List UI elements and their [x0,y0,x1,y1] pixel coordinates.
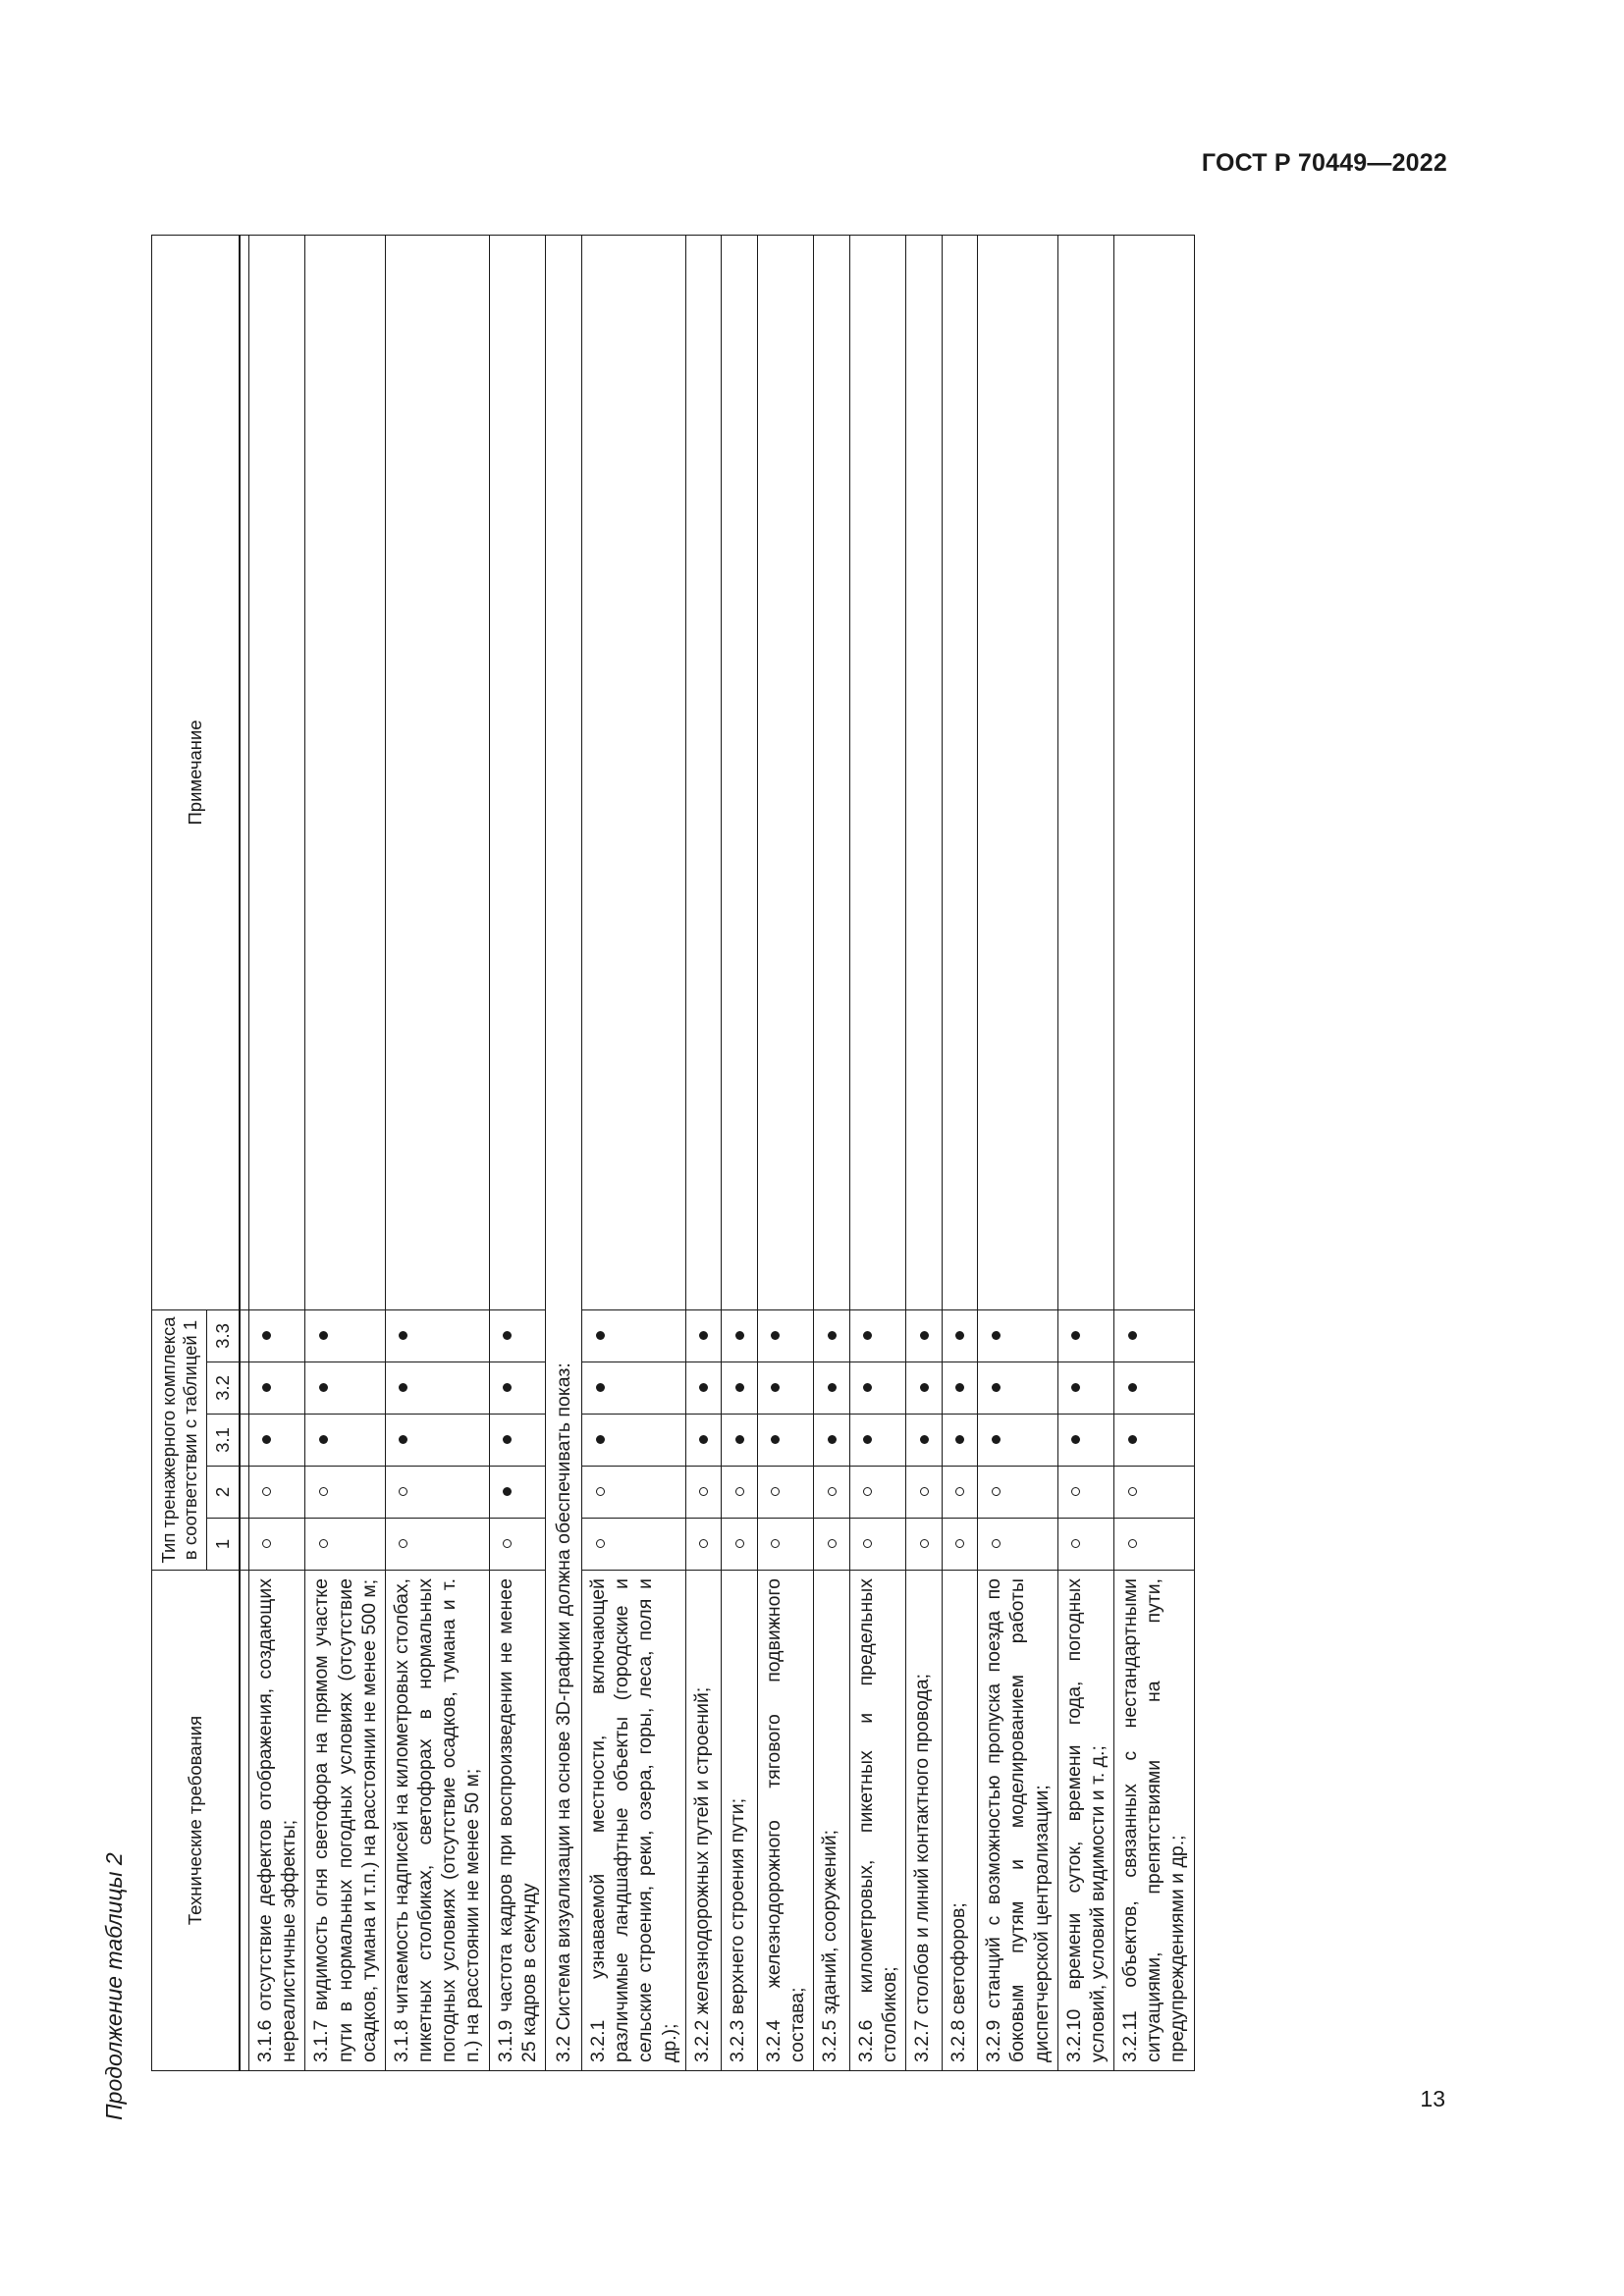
header-requirements: Технические требования [152,1571,241,2071]
filled-dot-icon [735,1436,744,1445]
type-mark-cell [814,1519,850,1571]
empty-circle-icon [992,1540,1001,1549]
type-mark-cell [685,1467,722,1519]
table-row [978,235,1058,2070]
table-body-part1 [249,235,546,2070]
requirement-text: 3.2.7 столбов и линий контактного провода; [906,1571,943,2071]
filled-dot-icon [1128,1436,1137,1445]
note-cell [1114,235,1195,1309]
header-type-group: Тип тренажерного комплекса в соответствии с таблицей 1 [152,1309,207,1570]
type-mark-cell [305,1309,386,1362]
type-mark-cell [1057,1467,1113,1519]
type-mark-cell [942,1362,978,1415]
type-mark-cell [249,1362,305,1415]
filled-dot-icon [955,1384,964,1393]
type-mark-cell [582,1415,686,1467]
filled-dot-icon [920,1436,929,1445]
type-mark-cell [582,1362,686,1415]
filled-dot-icon [699,1436,708,1445]
note-cell [757,235,813,1309]
table-row [685,235,722,2070]
type-mark-cell [249,1467,305,1519]
filled-dot-icon [399,1384,407,1393]
type-mark-cell [849,1415,905,1467]
type-mark-cell [385,1519,489,1571]
filled-dot-icon [503,1331,512,1340]
type-mark-cell [814,1467,850,1519]
type-mark-cell [906,1362,943,1415]
empty-circle-icon [319,1540,328,1549]
empty-circle-icon [955,1488,964,1497]
type-mark-cell [1114,1415,1195,1467]
empty-circle-icon [863,1540,872,1549]
filled-dot-icon [863,1384,872,1393]
note-cell [685,235,722,1309]
requirement-text: 3.2.9 станций с возможностью пропуска поезда по боковым путям и моделированием работы диспетчерской централизации; [978,1571,1058,2071]
type-mark-cell [757,1309,813,1362]
requirements-table [151,235,1195,2071]
empty-circle-icon [699,1540,708,1549]
type-mark-cell [582,1467,686,1519]
header-type-3-1: 3.1 [207,1415,240,1467]
note-cell [249,235,305,1309]
type-mark-cell [849,1309,905,1362]
empty-circle-icon [596,1488,605,1497]
type-mark-cell [849,1519,905,1571]
empty-circle-icon [863,1488,872,1497]
type-mark-cell [906,1467,943,1519]
filled-dot-icon [920,1331,929,1340]
table-row [849,235,905,2070]
type-mark-cell [906,1415,943,1467]
type-mark-cell [722,1362,758,1415]
page-number: 13 [1420,2086,1445,2111]
type-mark-cell [722,1467,758,1519]
table-row [1114,235,1195,2070]
requirement-text: 3.1.9 частота кадров при воспроизведении не менее 25 кадров в секунду [489,1571,545,2071]
requirement-text: 3.1.6 отсутствие дефектов отображения, создающих нереалистичные эффекты; [249,1571,305,2071]
type-mark-cell [978,1467,1058,1519]
note-cell [849,235,905,1309]
type-mark-cell [489,1519,545,1571]
filled-dot-icon [992,1436,1001,1445]
type-mark-cell [814,1309,850,1362]
type-mark-cell [942,1519,978,1571]
type-mark-cell [978,1415,1058,1467]
empty-circle-icon [992,1488,1001,1497]
type-mark-cell [849,1362,905,1415]
requirement-text: 3.1.8 читаемость надписей на километровых столбах, пикетных столбиках, светофорах в нормальных погодных условиях (отсутствие осадков, тумана и т. п.) на расстоянии не менее 50 м; [385,1571,489,2071]
table-caption: Продолжение таблицы 2 [101,1852,127,2120]
type-mark-cell [722,1415,758,1467]
empty-circle-icon [399,1488,407,1497]
type-mark-cell [1114,1309,1195,1362]
filled-dot-icon [1071,1384,1080,1393]
type-mark-cell [942,1309,978,1362]
empty-circle-icon [399,1540,407,1549]
note-cell [722,235,758,1309]
table-row [814,235,850,2070]
type-mark-cell [489,1309,545,1362]
filled-dot-icon [771,1331,780,1340]
filled-dot-icon [596,1331,605,1340]
table-row [757,235,813,2070]
header-type-3-3: 3.3 [207,1309,240,1362]
type-mark-cell [757,1467,813,1519]
type-mark-cell [906,1519,943,1571]
filled-dot-icon [828,1331,837,1340]
empty-circle-icon [1071,1540,1080,1549]
table-row [1057,235,1113,2070]
note-cell [814,235,850,1309]
table-row [489,235,545,2070]
filled-dot-icon [319,1436,328,1445]
filled-dot-icon [828,1436,837,1445]
type-mark-cell [1114,1467,1195,1519]
type-mark-cell [1114,1519,1195,1571]
type-mark-cell [249,1309,305,1362]
note-cell [906,235,943,1309]
empty-circle-icon [1128,1540,1137,1549]
empty-circle-icon [771,1488,780,1497]
table-row [582,235,686,2070]
filled-dot-icon [399,1436,407,1445]
filled-dot-icon [596,1436,605,1445]
empty-circle-icon [771,1540,780,1549]
requirement-text: 3.2.4 железнодорожного тягового подвижного состава; [757,1571,813,2071]
filled-dot-icon [1071,1436,1080,1445]
type-mark-cell [489,1467,545,1519]
type-mark-cell [978,1362,1058,1415]
header-separator [240,235,249,2070]
type-mark-cell [978,1519,1058,1571]
filled-dot-icon [699,1384,708,1393]
filled-dot-icon [596,1384,605,1393]
empty-circle-icon [955,1540,964,1549]
filled-dot-icon [992,1331,1001,1340]
empty-circle-icon [596,1540,605,1549]
empty-circle-icon [262,1540,271,1549]
note-cell [942,235,978,1309]
type-mark-cell [489,1362,545,1415]
type-mark-cell [305,1415,386,1467]
note-cell [305,235,386,1309]
type-mark-cell [385,1362,489,1415]
note-cell [978,235,1058,1309]
filled-dot-icon [735,1384,744,1393]
note-cell [582,235,686,1309]
type-mark-cell [249,1415,305,1467]
type-mark-cell [1057,1309,1113,1362]
filled-dot-icon [992,1384,1001,1393]
header-type-2: 2 [207,1467,240,1519]
requirement-text: 3.2.1 узнаваемой местности, включающей различимые ландшафтные объекты (городские и сельские строения, реки, озера, горы, леса, поля и др.); [582,1571,686,2071]
type-mark-cell [942,1415,978,1467]
type-mark-cell [1114,1362,1195,1415]
type-mark-cell [978,1309,1058,1362]
type-mark-cell [685,1309,722,1362]
filled-dot-icon [399,1331,407,1340]
type-mark-cell [685,1519,722,1571]
table-row [305,235,386,2070]
note-cell [385,235,489,1309]
type-mark-cell [1057,1415,1113,1467]
filled-dot-icon [262,1331,271,1340]
empty-circle-icon [828,1488,837,1497]
section-title: 3.2 Система визуализации на основе 3D-графики должна обеспечивать показ: [545,235,581,2070]
table-row [942,235,978,2070]
type-mark-cell [305,1467,386,1519]
type-mark-cell [757,1519,813,1571]
note-cell [489,235,545,1309]
type-mark-cell [757,1415,813,1467]
requirement-text: 3.2.6 километровых, пикетных и предельных столбиков; [849,1571,905,2071]
filled-dot-icon [863,1436,872,1445]
filled-dot-icon [319,1331,328,1340]
rotated-table-wrapper [151,236,1408,2071]
header-type-1: 1 [207,1519,240,1571]
filled-dot-icon [863,1331,872,1340]
filled-dot-icon [771,1436,780,1445]
type-mark-cell [385,1309,489,1362]
filled-dot-icon [503,1436,512,1445]
type-mark-cell [385,1415,489,1467]
type-mark-cell [849,1467,905,1519]
empty-circle-icon [735,1488,744,1497]
header-type-3-2: 3.2 [207,1362,240,1415]
requirement-text: 3.1.7 видимость огня светофора на прямом участке пути в нормальных погодных условиях (отсутствие осадков, тумана и т.п.) на расстоянии не менее 500 м; [305,1571,386,2071]
requirement-text: 3.2.11 объектов, связанных с нестандартными ситуациями, препятствиями на пути, предупреждениями и др.; [1114,1571,1195,2071]
type-mark-cell [906,1309,943,1362]
table-row [722,235,758,2070]
requirement-text: 3.2.5 зданий, сооружений; [814,1571,850,2071]
filled-dot-icon [955,1436,964,1445]
filled-dot-icon [262,1384,271,1393]
filled-dot-icon [955,1331,964,1340]
empty-circle-icon [699,1488,708,1497]
requirement-text: 3.2.10 времени суток, времени года, погодных условий, условий видимости и т. д.; [1057,1571,1113,2071]
type-mark-cell [489,1415,545,1467]
filled-dot-icon [319,1384,328,1393]
filled-dot-icon [1071,1331,1080,1340]
type-mark-cell [722,1519,758,1571]
header-note: Примечание [152,235,241,1309]
type-mark-cell [1057,1519,1113,1571]
filled-dot-icon [503,1384,512,1393]
type-mark-cell [249,1519,305,1571]
filled-dot-icon [262,1436,271,1445]
table-row [906,235,943,2070]
type-mark-cell [757,1362,813,1415]
empty-circle-icon [503,1540,512,1549]
table-row [385,235,489,2070]
requirement-text: 3.2.3 верхнего строения пути; [722,1571,758,2071]
type-mark-cell [942,1467,978,1519]
filled-dot-icon [1128,1384,1137,1393]
filled-dot-icon [503,1488,512,1497]
filled-dot-icon [735,1331,744,1340]
empty-circle-icon [735,1540,744,1549]
empty-circle-icon [1128,1488,1137,1497]
type-mark-cell [1057,1362,1113,1415]
type-mark-cell [814,1362,850,1415]
type-mark-cell [305,1519,386,1571]
table-body-part2 [582,235,1194,2070]
filled-dot-icon [828,1384,837,1393]
empty-circle-icon [262,1488,271,1497]
empty-circle-icon [920,1540,929,1549]
type-mark-cell [685,1415,722,1467]
empty-circle-icon [828,1540,837,1549]
filled-dot-icon [920,1384,929,1393]
type-mark-cell [722,1309,758,1362]
type-mark-cell [582,1519,686,1571]
requirement-text: 3.2.2 железнодорожных путей и строений; [685,1571,722,2071]
filled-dot-icon [771,1384,780,1393]
filled-dot-icon [1128,1331,1137,1340]
requirement-text: 3.2.8 светофоров; [942,1571,978,2071]
type-mark-cell [685,1362,722,1415]
type-mark-cell [305,1362,386,1415]
standard-code: ГОСТ Р 70449—2022 [1201,149,1447,177]
filled-dot-icon [699,1331,708,1340]
empty-circle-icon [920,1488,929,1497]
empty-circle-icon [1071,1488,1080,1497]
type-mark-cell [582,1309,686,1362]
table-row [249,235,305,2070]
type-mark-cell [385,1467,489,1519]
note-cell [1057,235,1113,1309]
empty-circle-icon [319,1488,328,1497]
type-mark-cell [814,1415,850,1467]
section-row [545,235,581,2070]
